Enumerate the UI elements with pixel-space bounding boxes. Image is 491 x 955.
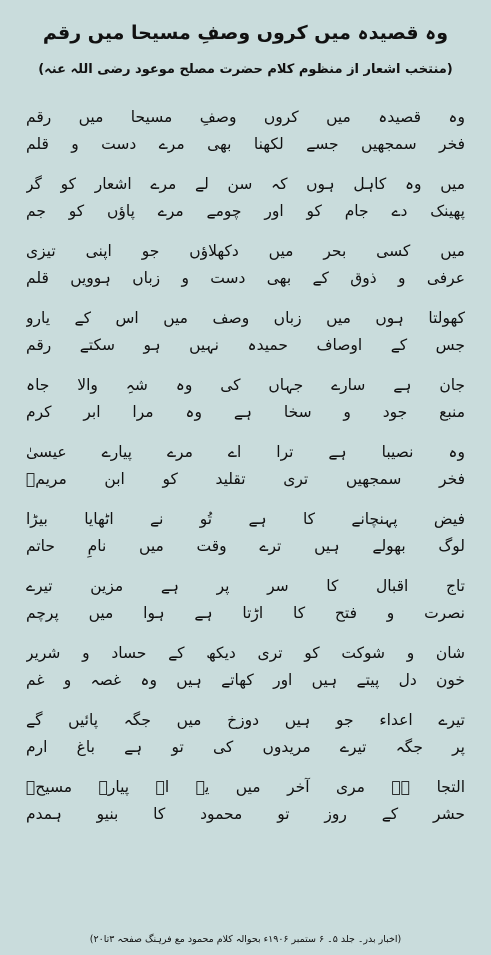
verse-line: نصرت و فتح کا اڑتا ہے ہوا میں پرچم — [26, 604, 465, 622]
poem-title: وہ قصیدہ میں کروں وصفِ مسیحا میں رقم — [42, 22, 449, 44]
poem-subtitle: (منتخب اشعار از منظوم کلام حضرت مصلح موعود رضی اللہ عنہ) — [38, 62, 453, 77]
verse-line: جس کے اوصاف حمیدہ نہیں ہو سکتے رقم — [26, 336, 465, 354]
stanza — [26, 707, 465, 761]
verse-line: کھولتا ہوں میں زباں وصف میں اس کے یارو — [26, 309, 465, 327]
stanza — [26, 104, 465, 158]
verse-line: لوگ بھولے ہیں ترے وقت میں نامِ حاتم — [26, 537, 465, 555]
verse-line: التجا ہے مری آخر میں یہ اے پیارے مسیحؑ — [26, 778, 465, 796]
stanza — [26, 439, 465, 493]
stanza — [26, 640, 465, 694]
stanza — [26, 573, 465, 627]
verse-line: حشر کے روز تو محمود کا بنیو ہمدم — [26, 805, 465, 823]
stanza — [26, 506, 465, 560]
verse-line: تاج اقبال کا سر پر ہے مزین تیرے — [26, 577, 465, 595]
verse-line: وہ نصیبا ہے ترا اے مرے پیارے عیسیٰ — [26, 443, 465, 461]
verse-line: تیرے اعداء جو ہیں دوزخ میں جگہ پائیں گے — [26, 711, 465, 729]
stanza — [26, 238, 465, 292]
verse-line: فخر سمجھیں تری تقلید کو ابن مریمؑ — [26, 470, 465, 488]
verse-line: وہ قصیدہ میں کروں وصفِ مسیحا میں رقم — [26, 108, 465, 126]
stanza — [26, 372, 465, 426]
stanza — [26, 774, 465, 828]
verse-line: خون دل پیتے ہیں اور کھاتے ہیں وہ غصہ و غم — [26, 671, 465, 689]
stanza — [26, 171, 465, 225]
verse-line: پھینک دے جام کو اور چومے مرے پاؤں کو جم — [26, 202, 465, 220]
verse-line: عرفی و ذوق کے بھی دست و زباں ہوویں قلم — [26, 269, 465, 287]
verse-line: جان ہے سارے جہاں کی وہ شہِ والا جاہ — [26, 376, 465, 394]
verse-line: میں کسی بحر میں دکھلاؤں جو اپنی تیزی — [26, 242, 465, 260]
verse-line: فیض پہنچانے کا ہے تُو نے اٹھایا بیڑا — [26, 510, 465, 528]
verse-line: پر جگہ تیرے مریدوں کی تو ہے باغ ارم — [26, 738, 465, 756]
verse-line: میں وہ کاہل ہوں کہ سن لے مرے اشعار کو گر — [26, 175, 465, 193]
poem-body — [26, 104, 465, 841]
stanza — [26, 305, 465, 359]
verse-line: شان و شوکت کو تری دیکھ کے حساد و شریر — [26, 644, 465, 662]
verse-line: منبع جود و سخا ہے وہ مرا ابر کرم — [26, 403, 465, 421]
source-citation: (اخبار بدر۔ جلد ۵۔ ۶ ستمبر ۱۹۰۶ء بحوالہ کلام محمود مع فرہنگ صفحہ ۳تا۲۰) — [89, 934, 402, 945]
verse-line: فخر سمجھیں جسے لکھنا بھی مرے دست و قلم — [26, 135, 465, 153]
